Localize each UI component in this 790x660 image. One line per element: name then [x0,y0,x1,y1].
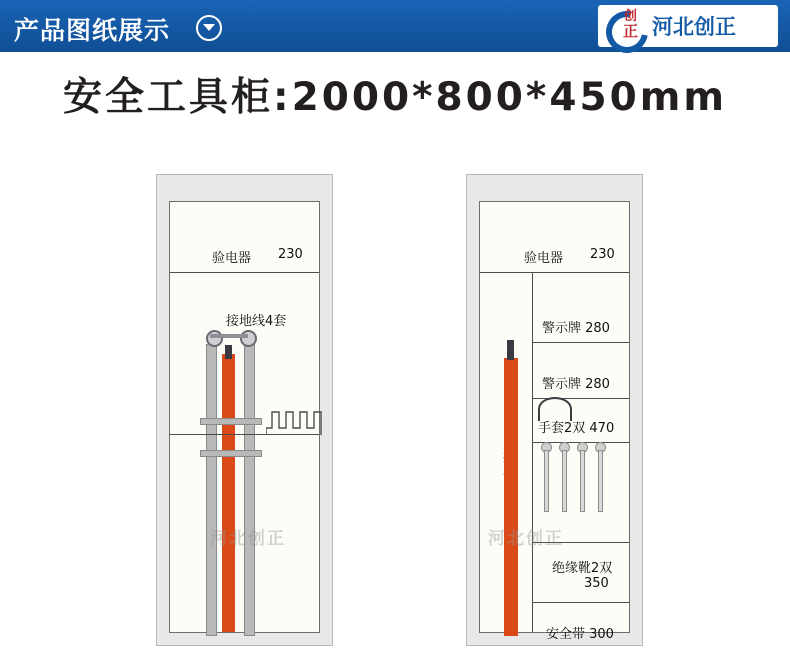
watermark-left: 河北创正 [210,529,286,549]
pull-rod-tip [507,340,514,360]
grounding-rod-red [222,354,235,632]
rack-rail-left [206,344,217,636]
rack-rail-right [244,344,255,636]
label-warning-sign-2: 警示牌 280 [542,377,610,392]
header-title: 产品图纸展示 [14,16,171,45]
shelf-divider-6 [532,602,629,603]
watermark-right: 河北创正 [488,529,564,549]
shelf-divider-2 [532,342,629,343]
page-header [0,0,790,52]
logo-mark-bottom-text: 正 [623,22,639,40]
brand-logo [598,5,778,47]
shelf-divider-1 [480,272,629,273]
cross-bar-lower [200,450,262,457]
page-title: 安全工具柜:2000*800*450mm [62,75,728,120]
label-warning-sign-1: 警示牌 280 [542,321,610,336]
pin-shaft-2 [562,450,567,512]
pull-rod-red [504,358,518,636]
pin-shaft-1 [544,450,549,512]
hook-bar [210,334,248,338]
pin-shaft-4 [598,450,603,512]
chevron-down-circle-icon[interactable] [196,15,222,41]
pin-shaft-3 [580,450,585,512]
cross-bar-upper [200,418,262,425]
label-grounding-wire: 接地线4套 [226,314,287,329]
glove-hanger-arc [538,397,572,421]
left-cabinet-interior [169,201,320,633]
logo-mark-top-text: 创 [624,9,638,24]
label-voltage-detector: 验电器 [524,251,564,266]
vertical-divider [532,272,533,632]
comb-slots [266,406,322,435]
label-voltage-detector-size: 230 [278,247,303,262]
brand-logo-text: 河北创正 [652,15,736,39]
right-cabinet [466,174,643,646]
hook-head-right [240,330,257,347]
label-gloves: 手套2双 470 [538,421,615,436]
label-insulating-boots: 绝缘靴2双 [552,561,613,576]
label-voltage-detector-size: 230 [590,247,615,262]
right-cabinet-interior [479,201,630,642]
shelf-divider [170,272,319,273]
label-safety-belt: 安全带 300 [546,627,614,642]
brand-c-logo-icon [604,7,648,45]
left-cabinet [156,174,333,646]
hook-head-left [206,330,223,347]
grounding-rod-tip [225,345,232,359]
label-voltage-detector: 验电器 [212,251,252,266]
label-insulating-boots-size: 350 [584,576,609,591]
